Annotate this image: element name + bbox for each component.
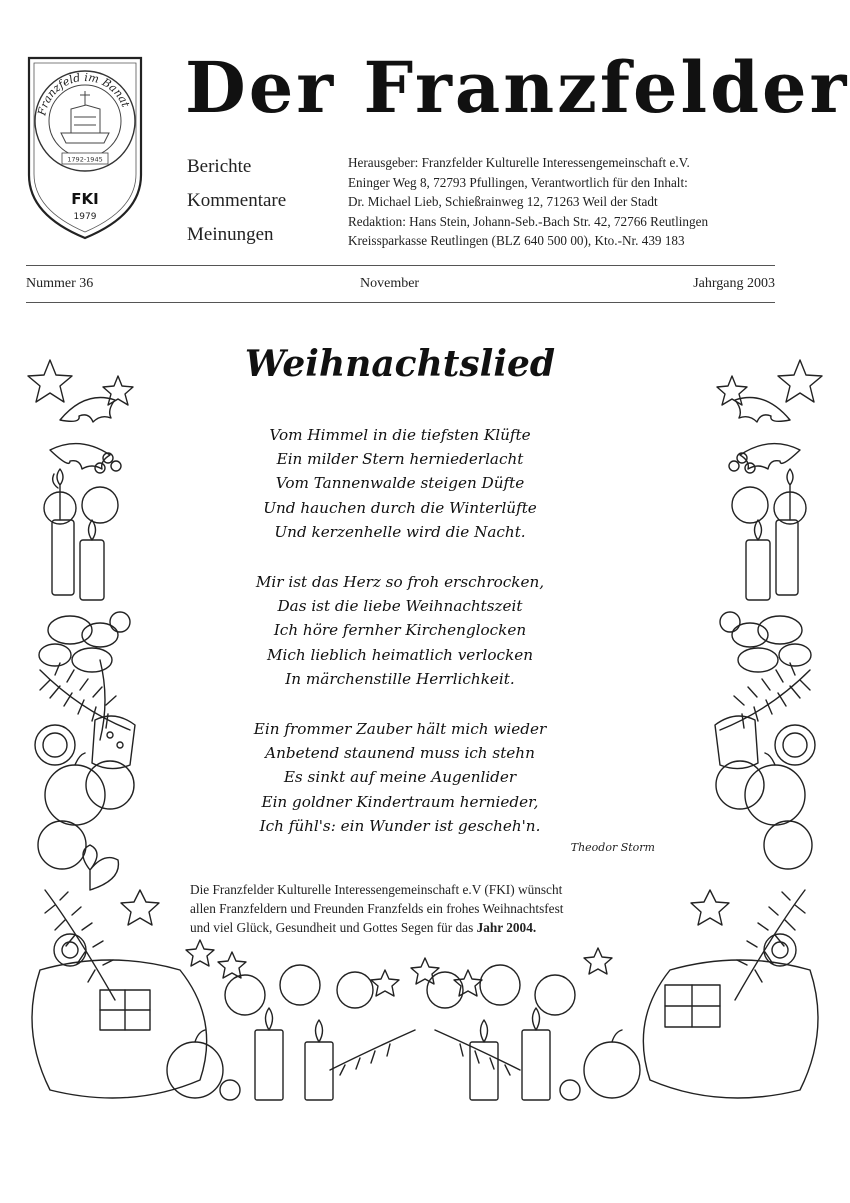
impressum: [348, 153, 788, 251]
greeting-text: [190, 880, 610, 938]
poem-line: Es sinkt auf meine Augenlider: [283, 768, 517, 787]
poem-line: Ein goldner Kindertraum hernieder,: [261, 792, 539, 811]
greeting-line-text: und viel Glück, Gesundheit und Gottes Segen für das: [190, 920, 477, 936]
issue-month: November: [360, 276, 420, 291]
impressum-line: Dr. Michael Lieb, Schießrainweg 12, 71263 Weil der Stadt: [348, 194, 658, 209]
svg-text:1979: 1979: [73, 212, 97, 222]
impressum-line: Redaktion: Hans Stein, Johann-Seb.-Bach Str. 42, 72766 Reutlingen: [348, 213, 709, 229]
rubric-kommentare: Kommentare: [187, 190, 287, 211]
issue-volume: Jahrgang 2003: [693, 276, 775, 291]
rubric-list: [187, 150, 286, 252]
svg-text:FKI: FKI: [71, 190, 99, 208]
greeting-line: [190, 918, 610, 937]
poem-stanza: [230, 570, 570, 691]
poem-line: Ich höre fernher Kirchenglocken: [273, 621, 527, 640]
impressum-line: Kreissparkasse Reutlingen (BLZ 640 500 00), Kto.-Nr. 439 183: [348, 233, 685, 248]
svg-text:Franzfeld im Banat: Franzfeld im Banat: [35, 70, 133, 117]
poem-line: Vom Tannenwalde steigen Düfte: [275, 474, 525, 493]
poem-line: Vom Himmel in die tiefsten Klüfte: [269, 426, 531, 444]
poem-line: Ein frommer Zauber hält mich wieder: [253, 720, 547, 738]
poem-line: Ich fühl's: ein Wunder ist gescheh'n.: [259, 816, 541, 835]
poem-title: Weihnachtslied: [244, 343, 556, 385]
issue-bar: [26, 276, 775, 296]
poem-stanza: [230, 423, 570, 544]
poem-line: Mir ist das Herz so froh erschrocken,: [255, 573, 545, 591]
impressum-line: Eninger Weg 8, 72793 Pfullingen, Verantwortlich für den Inhalt:: [348, 174, 688, 190]
bottom-rule: [26, 302, 775, 303]
greeting-year: Jahr 2004.: [476, 920, 537, 936]
poem-stanza: [230, 717, 570, 838]
poem-author: Theodor Storm: [570, 841, 655, 854]
newspaper-title: Der Franzfelder: [185, 46, 850, 129]
poem-line: Das ist die liebe Weihnachtszeit: [277, 597, 523, 616]
top-rule: [26, 265, 775, 266]
fki-crest-logo: [26, 55, 144, 241]
impressum-line: Herausgeber: Franzfelder Kulturelle Interessengemeinschaft e.V.: [348, 155, 690, 170]
poem-line: Mich lieblich heimatlich verlocken: [266, 645, 534, 664]
greeting-line: allen Franzfeldern und Freunden Franzfelds ein frohes Weihnachtsfest: [190, 901, 564, 917]
poem-line: Anbetend staunend muss ich stehn: [265, 744, 535, 763]
poem-line: Und hauchen durch die Winterlüfte: [263, 498, 537, 517]
poem-line: In märchenstille Herrlichkeit.: [285, 669, 515, 688]
rubric-meinungen: Meinungen: [187, 224, 274, 245]
issue-number: Nummer 36: [26, 276, 94, 291]
rubric-berichte: Berichte: [187, 156, 252, 177]
greeting-line: Die Franzfelder Kulturelle Interessengemeinschaft e.V (FKI) wünscht: [190, 882, 563, 897]
svg-text:1792-1945: 1792-1945: [67, 155, 103, 164]
poem-line: Ein milder Stern herniederlacht: [276, 450, 524, 469]
poem-line: Und kerzenhelle wird die Nacht.: [274, 522, 526, 541]
